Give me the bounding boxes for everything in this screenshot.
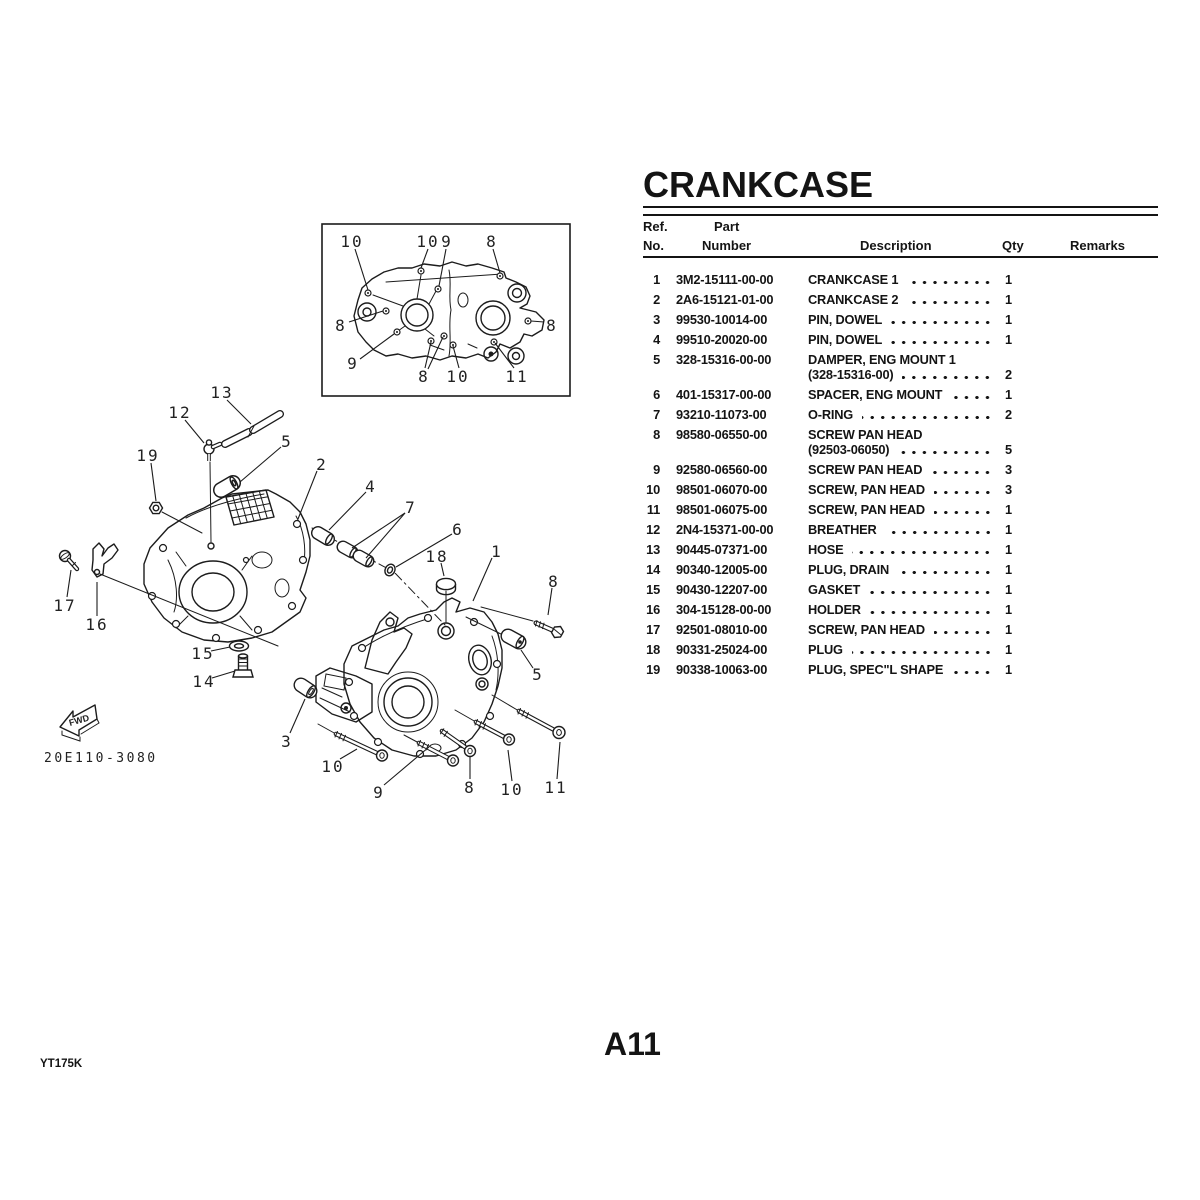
ref-no-cell: 16: [646, 602, 660, 617]
callout-label: 8: [548, 572, 560, 591]
dot-leader: [902, 376, 993, 379]
col-header-remarks: Remarks: [1070, 238, 1125, 253]
description-text: GASKET: [808, 582, 861, 597]
qty-cell: 3: [1005, 462, 1012, 477]
ref-no-cell: 14: [646, 562, 660, 577]
qty-cell: 1: [1005, 622, 1012, 637]
table-row: [643, 662, 1158, 677]
damper-5-left: [221, 476, 239, 490]
callout-label: 12: [168, 403, 192, 422]
description-text: (92503-06050): [808, 442, 890, 457]
ref-no-cell: 5: [653, 352, 660, 367]
description-text: BREATHER: [808, 522, 877, 537]
ref-no-cell: 8: [653, 427, 660, 442]
callout-label: 11: [505, 367, 529, 386]
callout-label: 18: [425, 547, 449, 566]
dot-leader: [931, 471, 993, 474]
header-rule: [643, 256, 1158, 258]
qty-cell: 1: [1005, 582, 1012, 597]
callout-label: 2: [316, 455, 328, 474]
description-text: SCREW, PAN HEAD: [808, 482, 925, 497]
dot-leader: [951, 396, 993, 399]
description-text: DAMPER, ENG MOUNT 1: [808, 352, 956, 367]
page-number: A11: [604, 1026, 661, 1062]
dot-leader: [891, 341, 993, 344]
description-text: HOSE: [808, 542, 844, 557]
part-number-cell: 90331-25024-00: [676, 642, 768, 657]
qty-cell: 1: [1005, 312, 1012, 327]
description-text: PLUG: [808, 642, 843, 657]
description-cell: [808, 582, 1038, 597]
callout-leader-line: [67, 570, 71, 597]
screw-17: [60, 551, 78, 570]
description-cell: [808, 272, 1038, 287]
table-row: [643, 562, 1158, 577]
part-number-cell: 90430-12207-00: [676, 582, 768, 597]
part-number-cell: 98501-06070-00: [676, 482, 768, 497]
part-number-cell: 90445-07371-00: [676, 542, 768, 557]
dot-leader: [898, 451, 993, 454]
callout-leader-line: [227, 400, 251, 424]
description-text: PLUG, DRAIN: [808, 562, 889, 577]
qty-cell: 1: [1005, 387, 1012, 402]
dot-leader: [862, 416, 993, 419]
callout-leader-line: [439, 249, 446, 286]
description-cell: [808, 542, 1038, 557]
description-cell: [808, 662, 1038, 677]
ref-no-cell: 11: [646, 502, 660, 517]
part-number-cell: 328-15316-00-00: [676, 352, 772, 367]
qty-cell: 1: [1005, 292, 1012, 307]
description-text: PIN, DOWEL: [808, 312, 883, 327]
description-text: SCREW PAN HEAD: [808, 462, 923, 477]
callout-label: 13: [210, 383, 234, 402]
table-row: [643, 292, 1158, 307]
part-number-cell: 304-15128-00-00: [676, 602, 772, 617]
table-row: [643, 622, 1158, 637]
part-number-cell: 92501-08010-00: [676, 622, 768, 637]
qty-cell: 2: [1005, 367, 1012, 382]
table-row: [643, 482, 1158, 497]
part-number-cell: 93210-11073-00: [676, 407, 767, 422]
dot-leader: [852, 651, 993, 654]
callout-label: 16: [85, 615, 109, 634]
table-row: [643, 542, 1158, 557]
qty-cell: 1: [1005, 502, 1012, 517]
bolt-10b: [475, 720, 515, 746]
callout-leader-line: [421, 249, 428, 268]
qty-cell: 1: [1005, 642, 1012, 657]
qty-cell: 5: [1005, 442, 1012, 457]
dot-leader: [907, 301, 993, 304]
description-cell: [808, 642, 1038, 657]
parts-rows: [643, 272, 1158, 682]
title-rule: [643, 206, 1158, 216]
table-row: [643, 602, 1158, 617]
table-row: [643, 407, 1158, 422]
callout-label: 8: [486, 232, 498, 251]
callout-leader-line: [298, 471, 317, 519]
callout-label: 19: [136, 446, 160, 465]
callout-label: 3: [281, 732, 293, 751]
callout-label: 9: [373, 783, 385, 802]
description-cell: [808, 502, 1038, 517]
callout-leader-line: [531, 321, 544, 322]
ref-no-cell: 2: [653, 292, 660, 307]
callout-leader-line: [151, 463, 156, 501]
description-cell: [808, 602, 1038, 617]
qty-cell: 1: [1005, 542, 1012, 557]
callout-label: 8: [464, 778, 476, 797]
ref-no-cell: 3: [653, 312, 660, 327]
callout-label: 15: [191, 644, 215, 663]
callout-label: 4: [365, 477, 377, 496]
qty-cell: 1: [1005, 332, 1012, 347]
callout-label: 9: [347, 354, 359, 373]
ref-no-cell: 19: [646, 662, 660, 677]
description-cell: [808, 312, 1038, 327]
fwd-label: FWD: [67, 712, 91, 728]
description-text: SCREW, PAN HEAD: [808, 502, 925, 517]
part-number-cell: 2A6-15121-01-00: [676, 292, 774, 307]
ref-no-cell: 1: [653, 272, 660, 287]
gasket-15: [230, 641, 249, 651]
dot-leader: [891, 321, 993, 324]
plug-18: [437, 578, 456, 622]
part-number-cell: 3M2-15111-00-00: [676, 272, 774, 287]
dot-leader: [934, 631, 993, 634]
dot-leader: [870, 611, 993, 614]
right-crankcase-drawing: [316, 598, 502, 758]
part-number-cell: 90340-12005-00: [676, 562, 768, 577]
part-number-cell: 92580-06560-00: [676, 462, 768, 477]
part-number-cell: 98580-06550-00: [676, 427, 768, 442]
ref-no-cell: 10: [646, 482, 660, 497]
col-header-part-line1: Part: [714, 219, 740, 234]
dot-leader: [886, 531, 993, 534]
part-number-cell: 98501-06075-00: [676, 502, 768, 517]
ref-no-cell: 9: [653, 462, 660, 477]
description-cell: [808, 427, 1038, 457]
callout-leader-line: [473, 558, 492, 601]
ref-no-cell: 17: [646, 622, 660, 637]
plug-19: [150, 502, 203, 533]
description-text: HOLDER: [808, 602, 861, 617]
part-number-cell: 401-15317-00-00: [676, 387, 772, 402]
ref-no-cell: 12: [646, 522, 660, 537]
table-row: [643, 352, 1158, 382]
callout-label: 10: [340, 232, 364, 251]
table-row: [643, 462, 1158, 477]
callout-label: 8: [418, 367, 430, 386]
callout-leader-line: [355, 249, 368, 290]
callout-label: 14: [192, 672, 216, 691]
table-row: [643, 502, 1158, 517]
dot-leader: [934, 491, 993, 494]
table-row: [643, 522, 1158, 537]
description-cell: [808, 522, 1038, 537]
callout-label: 1: [491, 542, 503, 561]
part-number-cell: 90338-10063-00: [676, 662, 768, 677]
col-header-description: Description: [860, 238, 932, 253]
description-text: SCREW, PAN HEAD: [808, 622, 925, 637]
callout-label: 5: [281, 432, 293, 451]
qty-cell: 3: [1005, 482, 1012, 497]
description-text: CRANKCASE 2: [808, 292, 899, 307]
spacer-4: [318, 533, 334, 545]
col-header-part-line2: Number: [702, 238, 752, 253]
ref-no-cell: 13: [646, 542, 660, 557]
callout-label: 10: [500, 780, 524, 799]
drain-plug-14: [233, 654, 253, 677]
left-crankcase-drawing: [144, 490, 310, 642]
ref-no-cell: 6: [653, 387, 660, 402]
part-number-cell: 99530-10014-00: [676, 312, 768, 327]
table-row: [643, 272, 1158, 287]
table-row: [643, 312, 1158, 327]
description-text: PIN, DOWEL: [808, 332, 883, 347]
qty-cell: 1: [1005, 602, 1012, 617]
callout-leader-line: [185, 420, 204, 443]
qty-cell: 1: [1005, 272, 1012, 287]
callout-leader-line: [548, 588, 552, 615]
callout-leader-line: [384, 747, 429, 785]
callout-label: 8: [335, 316, 347, 335]
drawing-code: 20E110-3080: [44, 751, 158, 766]
table-row: [643, 642, 1158, 657]
ref-no-cell: 4: [653, 332, 660, 347]
description-text: SCREW PAN HEAD: [808, 427, 923, 442]
dot-leader: [934, 511, 993, 514]
ref-no-cell: 7: [653, 407, 660, 422]
dot-leader: [869, 591, 993, 594]
damper-5-right: [466, 617, 525, 649]
hose-13: [225, 414, 280, 444]
part-number-cell: 2N4-15371-00-00: [676, 522, 774, 537]
col-header-ref-line1: Ref.: [643, 219, 668, 234]
callout-label: 11: [544, 778, 568, 797]
description-text: CRANKCASE 1: [808, 272, 899, 287]
callout-label: 5: [532, 665, 544, 684]
bottom-bolts: [318, 695, 565, 766]
description-cell: [808, 622, 1038, 637]
description-cell: [808, 332, 1038, 347]
table-row: [643, 332, 1158, 347]
callout-leader-line: [240, 447, 281, 482]
description-cell: [808, 482, 1038, 497]
description-cell: [808, 562, 1038, 577]
part-number-cell: 99510-20020-00: [676, 332, 768, 347]
callout-label: 9: [441, 232, 453, 251]
page-title: CRANKCASE: [643, 164, 874, 205]
dot-leader: [952, 671, 993, 674]
callout-label: 8: [546, 316, 558, 335]
dot-leader: [907, 281, 993, 284]
col-header-ref-line2: No.: [643, 238, 664, 253]
qty-cell: 1: [1005, 662, 1012, 677]
callout-leader-line: [508, 750, 512, 781]
ref-no-cell: 18: [646, 642, 660, 657]
callout-label: 17: [53, 596, 77, 615]
bolt-11: [518, 709, 565, 739]
qty-cell: 1: [1005, 522, 1012, 537]
table-row: [643, 387, 1158, 402]
fwd-icon: [60, 705, 99, 741]
callout-leader-line: [557, 742, 560, 779]
table-row: [643, 427, 1158, 457]
dot-leader: [898, 571, 993, 574]
qty-cell: 2: [1005, 407, 1012, 422]
callout-label: 7: [405, 498, 417, 517]
description-cell: [808, 352, 1038, 382]
description-cell: [808, 387, 1038, 402]
description-text: O-RING: [808, 407, 854, 422]
col-header-qty: Qty: [1002, 238, 1024, 253]
callout-leader-line: [329, 492, 366, 530]
description-cell: [808, 407, 1038, 422]
model-code: YT175K: [40, 1058, 83, 1070]
callout-label: 10: [446, 367, 470, 386]
callout-leader-line: [290, 699, 305, 733]
callout-label: 10: [321, 757, 345, 776]
plug-3: [301, 684, 317, 698]
description-text: SPACER, ENG MOUNT: [808, 387, 943, 402]
spacer-6: [383, 562, 397, 577]
dot-leader: [852, 551, 993, 554]
description-text: (328-15316-00): [808, 367, 894, 382]
bolt-8-right: [481, 607, 564, 638]
ref-no-cell: 15: [646, 582, 660, 597]
description-cell: [808, 292, 1038, 307]
qty-cell: 1: [1005, 562, 1012, 577]
table-row: [643, 582, 1158, 597]
description-text: PLUG, SPEC"L SHAPE: [808, 662, 944, 677]
parts-diagram: [0, 0, 620, 820]
callout-label: 6: [452, 520, 464, 539]
callout-label: 10: [416, 232, 440, 251]
description-cell: [808, 462, 1038, 477]
